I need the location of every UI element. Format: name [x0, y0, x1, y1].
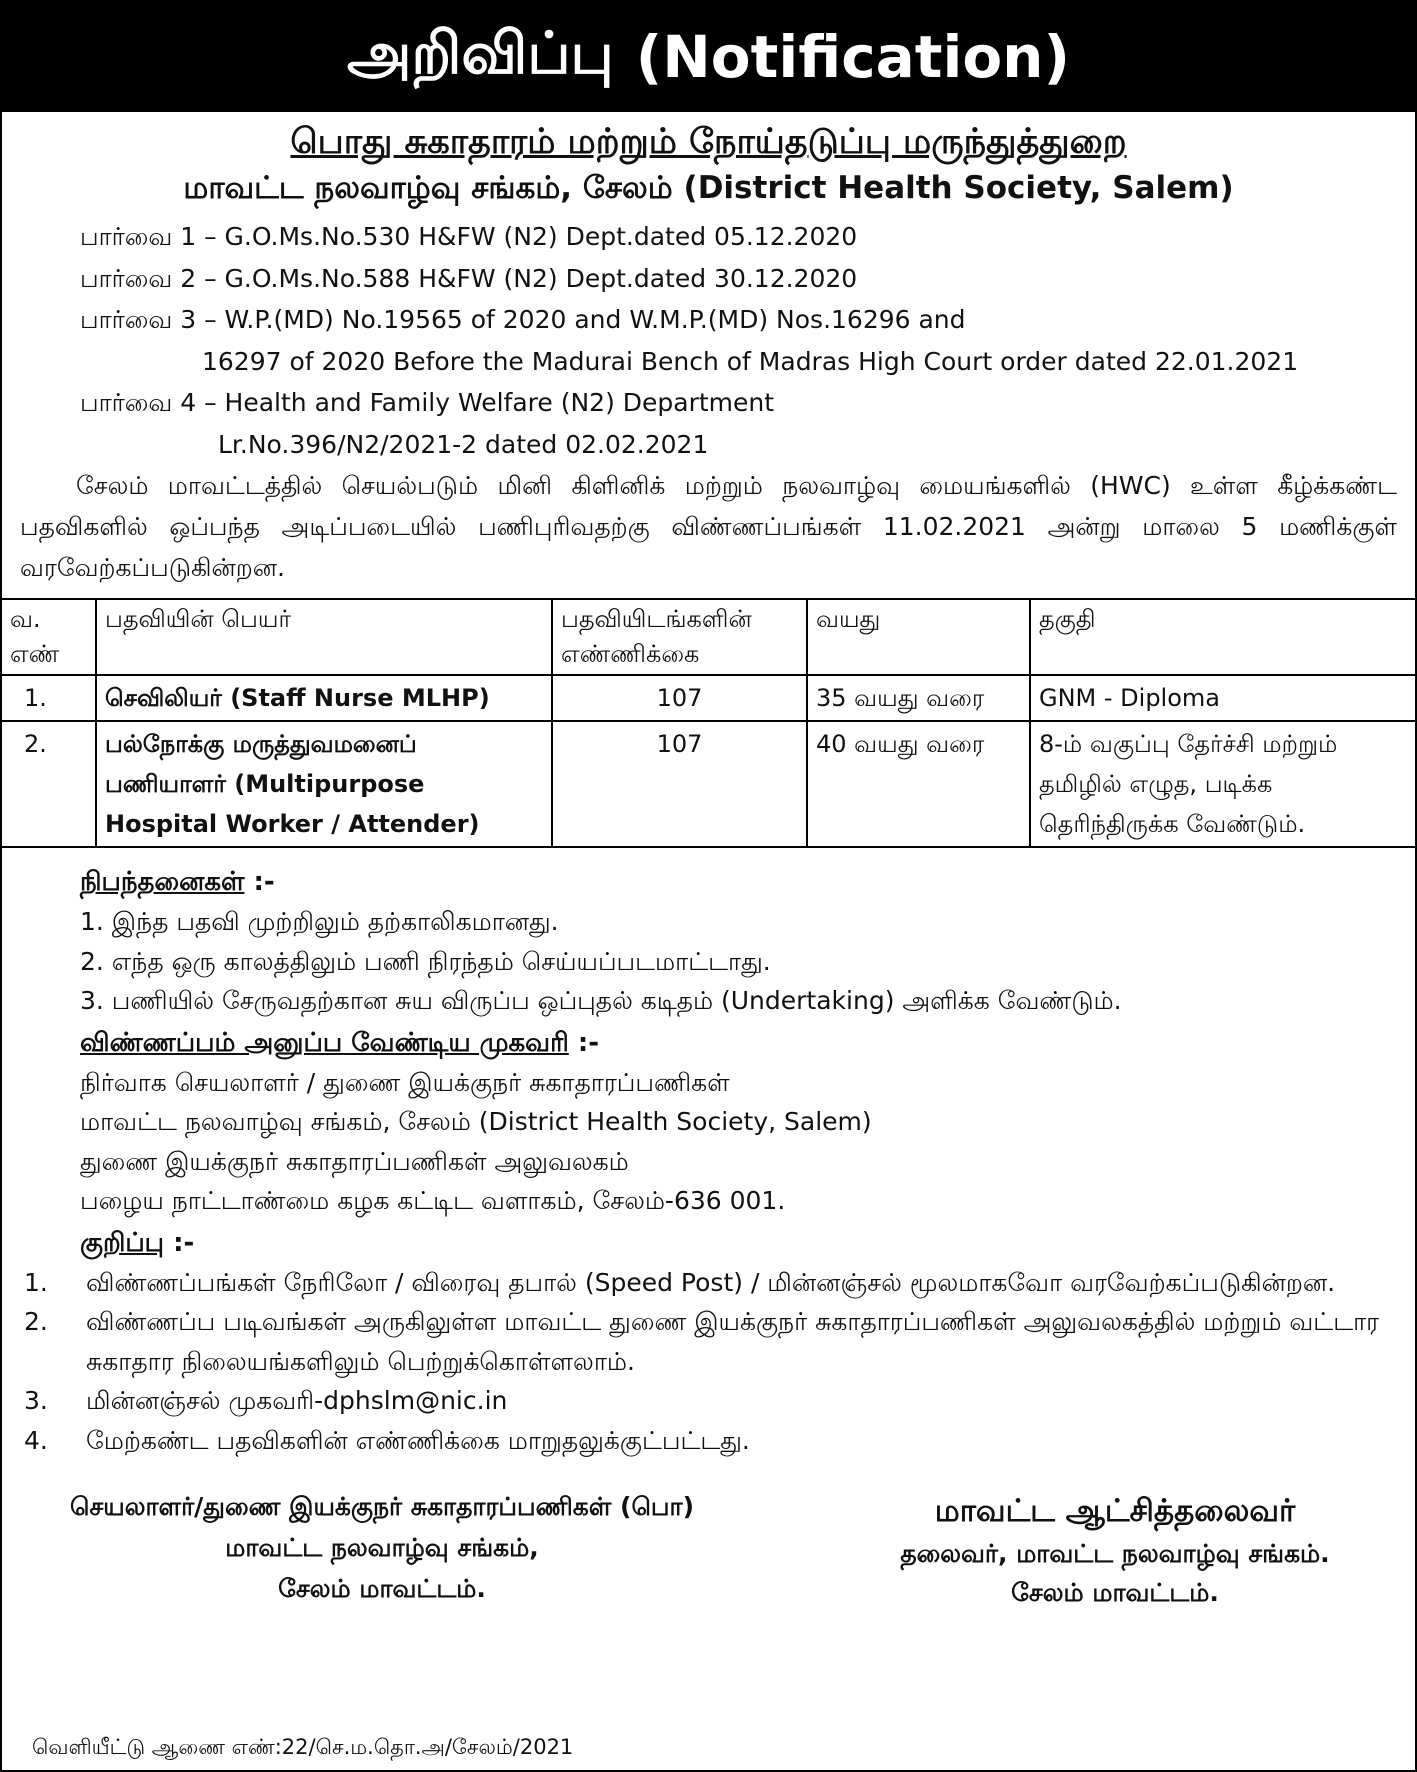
- reference-2: பார்வை 2 – G.O.Ms.No.588 H&FW (N2) Dept.dated 30.12.2020: [80, 263, 858, 293]
- address-line: துணை இயக்குநர் சுகாதாரப்பணிகள் அலுவலகம்: [80, 1146, 629, 1176]
- condition-item: 3. பணியில் சேருவதற்கான சுய விருப்ப ஒப்புதல் கடிதம் (Undertaking) அளிக்க வேண்டும்.: [80, 986, 1122, 1015]
- condition-item: 1. இந்த பதவி முற்றிலும் தற்காலிகமானது.: [80, 907, 559, 936]
- signature-right-line: சேலம் மாவட்டம்.: [1011, 1578, 1219, 1607]
- header-post-name: பதவியின் பெயர்: [96, 599, 552, 675]
- reference-4-continued: Lr.No.396/N2/2021-2 dated 02.02.2021: [218, 429, 709, 459]
- row-post-name: பல்நோக்கு மருத்துவமனைப் பணியாளர் (Multipurpose Hospital Worker / Attender): [96, 721, 552, 847]
- row-qualification: 8-ம் வகுப்பு தேர்ச்சி மற்றும் தமிழில் எழுத, படிக்க தெரிந்திருக்க வேண்டும்.: [1030, 721, 1415, 847]
- row-qualification: GNM - Diploma: [1030, 675, 1415, 721]
- note-item: [2, 1302, 1415, 1381]
- address-title: [80, 1023, 1415, 1063]
- reference-3: பார்வை 3 – W.P.(MD) No.19565 of 2020 and W.M.P.(MD) Nos.16296 and: [80, 305, 966, 334]
- reference-4: பார்வை 4 – Health and Family Welfare (N2) Department: [80, 388, 775, 417]
- address-line: நிர்வாக செயலாளர் / துணை இயக்குநர் சுகாதாரப்பணிகள்: [80, 1067, 730, 1097]
- note-item: [2, 1263, 1415, 1303]
- row-age: 40 வயது வரை: [807, 721, 1030, 847]
- signature-left-line: செயலாளர்/துணை இயக்குநர் சுகாதாரப்பணிகள் (பொ): [69, 1492, 694, 1521]
- header-sno: வ. எண்: [2, 599, 96, 675]
- society-heading: மாவட்ட நலவாழ்வு சங்கம், சேலம் (District Health Society, Salem): [183, 170, 1234, 206]
- address-line: பழைய நாட்டாண்மை கழக கட்டிட வளாகம், சேலம்-636 001.: [80, 1186, 786, 1215]
- conditions-title-text: நிபந்தனைகள்: [80, 867, 245, 897]
- signature-left-line: மாவட்ட நலவாழ்வு சங்கம்,: [225, 1533, 539, 1562]
- note-number: 4.: [24, 1425, 48, 1455]
- conditions-section: [2, 862, 1415, 1021]
- signature-right-line: தலைவர், மாவட்ட நலவாழ்வு சங்கம்.: [900, 1539, 1330, 1568]
- header-qualification: தகுதி: [1030, 599, 1415, 675]
- note-item: [2, 1421, 1415, 1461]
- header-vacancy-count: பதவியிடங்களின் எண்ணிக்கை: [552, 599, 807, 675]
- condition-item: 2. எந்த ஒரு காலத்திலும் பணி நிரந்தம் செய்யப்படமாட்டாது.: [80, 946, 771, 976]
- notes-title-suffix: :-: [164, 1227, 195, 1258]
- notes-title: [2, 1223, 1415, 1263]
- signature-block: [2, 1486, 1415, 1612]
- department-name: பொது சுகாதாரம் மற்றும் நோய்தடுப்பு மருந்துத்துறை: [290, 122, 1127, 162]
- department-heading: [2, 122, 1415, 166]
- row-age: 35 வயது வரை: [807, 675, 1030, 721]
- notes-section: [2, 1223, 1415, 1461]
- note-number: 2.: [24, 1307, 48, 1336]
- signature-left-line: சேலம் மாவட்டம்.: [278, 1574, 486, 1603]
- note-number: 3.: [24, 1386, 48, 1415]
- intro-paragraph: சேலம் மாவட்டத்தில் செயல்படும் மினி கிளினிக் மற்றும் நலவாழ்வு மையங்களில் (HWC) உள்ள கீழ்க்கண்ட பதவிகளில் ஒப்பந்த அடிப்படையில் பணிபுரிவதற்கு விண்ணப்பங்கள் 11.02.2021 அன்று மாலை 5 மணிக்குள் வரவேற்கப்படுகின்றன.: [20, 471, 1397, 582]
- posts-table: [2, 598, 1415, 848]
- note-text: மின்னஞ்சல் முகவரி-dphslm@nic.in: [86, 1386, 508, 1415]
- row-vacancy-count: 107: [552, 675, 807, 721]
- conditions-title-suffix: :-: [244, 867, 275, 897]
- references-list: [2, 216, 1415, 465]
- row-sno: 1.: [2, 675, 96, 721]
- note-item: [2, 1381, 1415, 1421]
- collector-title: மாவட்ட ஆட்சித்தலைவர்: [934, 1493, 1296, 1529]
- release-order-number: வெளியீட்டு ஆணை எண்:22/செ.ம.தொ.அ/சேலம்/2021: [32, 1735, 574, 1759]
- conditions-title: [80, 862, 1415, 902]
- table-row: [2, 675, 1415, 721]
- banner-title-english: (Notification): [635, 23, 1070, 91]
- note-text: விண்ணப்பங்கள் நேரிலோ / விரைவு தபால் (Speed Post) / மின்னஞ்சல் மூலமாகவோ வரவேற்கப்படுகின்றன.: [86, 1267, 1336, 1297]
- header-age: வயது: [807, 599, 1030, 675]
- address-title-text: விண்ணப்பம் அனுப்ப வேண்டிய முகவரி: [80, 1027, 569, 1058]
- table-header-row: [2, 599, 1415, 675]
- banner-title-tamil: அறிவிப்பு: [347, 19, 614, 87]
- notes-title-text: குறிப்பு: [80, 1227, 165, 1258]
- reference-3-continued: 16297 of 2020 Before the Madurai Bench of Madras High Court order dated 22.01.2021: [202, 346, 1299, 376]
- notification-banner: [2, 2, 1415, 112]
- row-sno: 2.: [2, 721, 96, 847]
- reference-1: பார்வை 1 – G.O.Ms.No.530 H&FW (N2) Dept.dated 05.12.2020: [80, 222, 858, 251]
- address-title-suffix: :-: [568, 1027, 600, 1058]
- signature-right: [815, 1486, 1415, 1612]
- signature-left: [2, 1486, 762, 1612]
- row-post-name: செவிலியர் (Staff Nurse MLHP): [96, 675, 552, 721]
- address-line: மாவட்ட நலவாழ்வு சங்கம், சேலம் (District Health Society, Salem): [80, 1107, 872, 1136]
- address-section: [2, 1023, 1415, 1221]
- row-vacancy-count: 107: [552, 721, 807, 847]
- note-number: 1.: [24, 1267, 48, 1297]
- note-text: மேற்கண்ட பதவிகளின் எண்ணிக்கை மாறுதலுக்குட்பட்டது.: [86, 1425, 750, 1455]
- table-row: [2, 721, 1415, 847]
- note-text: விண்ணப்ப படிவங்கள் அருகிலுள்ள மாவட்ட துணை இயக்குநர் சுகாதாரப்பணிகள் அலுவலகத்தில் மற்றும் வட்டார சுகாதார நிலையங்களிலும் பெற்றுக்கொள்ளலாம்.: [86, 1307, 1380, 1376]
